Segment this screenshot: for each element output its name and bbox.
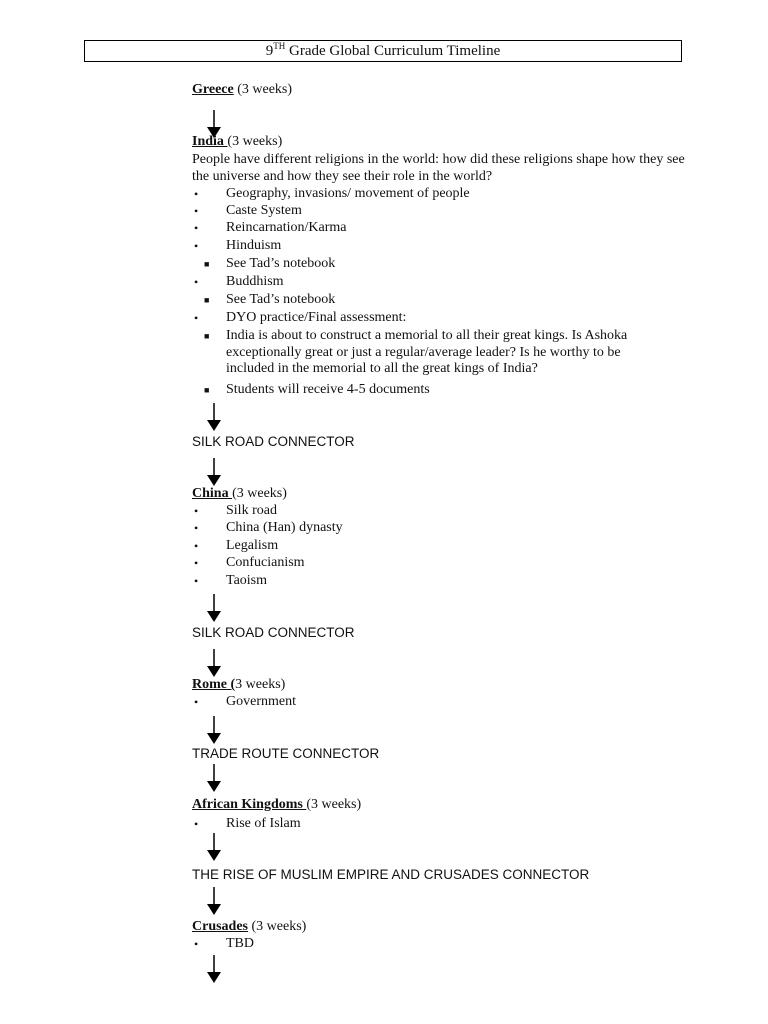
- unit-heading-rome: Rome (3 weeks): [192, 677, 286, 692]
- down-arrow-icon: [207, 594, 221, 622]
- bullet-icon: •: [194, 221, 199, 235]
- down-arrow-icon: [207, 833, 221, 861]
- bullet-icon: •: [194, 204, 199, 218]
- unit-heading-crusades: Crusades (3 weeks): [192, 919, 307, 934]
- bullet-icon: •: [194, 574, 199, 588]
- list-item: Silk road: [226, 503, 277, 518]
- down-arrow-icon: [207, 764, 221, 792]
- india-essential-question: People have different religions in the world: how did these religions shape how they see the universe and how they see their role in the world?: [192, 152, 685, 184]
- connector-label: THE RISE OF MUSLIM EMPIRE AND CRUSADES CONNECTOR: [192, 867, 590, 882]
- square-bullet-icon: ■: [204, 385, 210, 395]
- down-arrow-icon: [207, 458, 221, 486]
- list-item: Government: [226, 694, 296, 709]
- list-item: Reincarnation/Karma: [226, 220, 347, 235]
- list-item: India is about to construct a memorial to all their great kings. Is Ashoka exceptionally great or just a regular/average leader? Is he worthy to be included in the memorial to all the great kings of India?: [226, 328, 628, 376]
- list-item: See Tad’s notebook: [226, 256, 336, 271]
- connector-label: SILK ROAD CONNECTOR: [192, 625, 355, 640]
- list-item: Hinduism: [226, 238, 282, 253]
- bullet-icon: •: [194, 539, 199, 553]
- list-item: Rise of Islam: [226, 816, 301, 831]
- bullet-icon: •: [194, 311, 199, 325]
- down-arrow-icon: [207, 403, 221, 431]
- list-item: Legalism: [226, 538, 279, 553]
- down-arrow-icon: [207, 716, 221, 744]
- list-item: Confucianism: [226, 555, 305, 570]
- list-item: Geography, invasions/ movement of people: [226, 186, 470, 201]
- bullet-icon: •: [194, 521, 199, 535]
- down-arrow-icon: [207, 649, 221, 677]
- bullet-icon: •: [194, 187, 199, 201]
- unit-heading-china: China (3 weeks): [192, 486, 287, 501]
- down-arrow-icon: [207, 887, 221, 915]
- square-bullet-icon: ■: [204, 295, 210, 305]
- bullet-icon: •: [194, 937, 199, 951]
- list-item: TBD: [226, 936, 254, 951]
- list-item: Caste System: [226, 203, 302, 218]
- list-item: See Tad’s notebook: [226, 292, 336, 307]
- bullet-icon: •: [194, 239, 199, 253]
- list-item: China (Han) dynasty: [226, 520, 343, 535]
- page-title: 9TH Grade Global Curriculum Timeline: [84, 40, 682, 62]
- down-arrow-icon: [207, 955, 221, 983]
- bullet-icon: •: [194, 275, 199, 289]
- square-bullet-icon: ■: [204, 259, 210, 269]
- list-item: Students will receive 4-5 documents: [226, 382, 430, 397]
- bullet-icon: •: [194, 817, 199, 831]
- connector-label: SILK ROAD CONNECTOR: [192, 434, 355, 449]
- connector-label: TRADE ROUTE CONNECTOR: [192, 746, 380, 761]
- list-item: Taoism: [226, 573, 268, 588]
- list-item: DYO practice/Final assessment:: [226, 310, 407, 325]
- unit-heading-greece: Greece (3 weeks): [192, 82, 293, 97]
- list-item: Buddhism: [226, 274, 284, 289]
- square-bullet-icon: ■: [204, 331, 210, 341]
- bullet-icon: •: [194, 695, 199, 709]
- unit-heading-african-kingdoms: African Kingdoms (3 weeks): [192, 797, 362, 812]
- unit-heading-india: India (3 weeks): [192, 134, 283, 149]
- bullet-icon: •: [194, 556, 199, 570]
- bullet-icon: •: [194, 504, 199, 518]
